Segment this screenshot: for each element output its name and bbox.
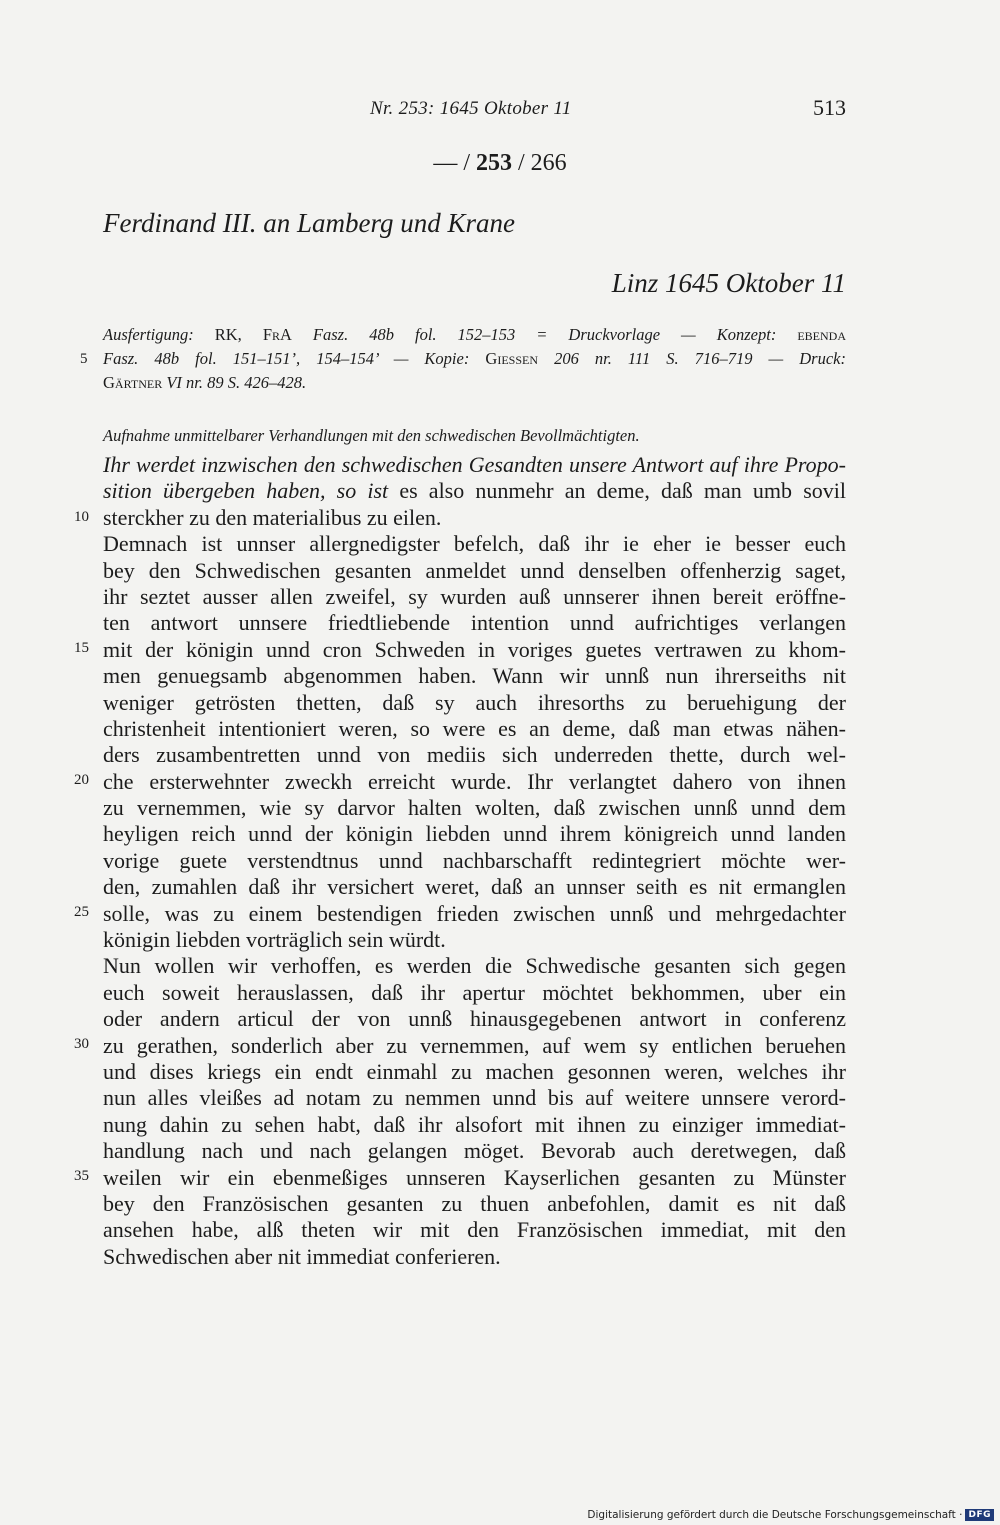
text-line: weniger getrösten thetten, daß sy auch ihresorths zu beruehigung der <box>103 689 846 715</box>
text-line: weilen wir ein ebenmeßiges unnseren Kayserlichen gesanten zu Münster <box>103 1164 846 1190</box>
doc-number-next-link[interactable]: 266 <box>530 150 567 176</box>
text-line: Schwedischen aber nit immediat conferieren. <box>103 1243 501 1269</box>
letter-title: Ferdinand III. an Lamberg und Krane <box>103 208 515 238</box>
text-line: Nun wollen wir verhoffen, es werden die Schwedische gesanten sich gegen <box>103 953 846 979</box>
text-line: nun alles vleißes ad notam zu nemmen unnd bis auf weitere unnsere verord- <box>103 1085 846 1111</box>
source-line: Gärtner VI nr. 89 S. 426–428. <box>103 373 307 392</box>
text-line: königin liebden vorträglich sein würdt. <box>103 927 446 953</box>
doc-number-dash: — <box>433 150 458 176</box>
regest: Aufnahme unmittelbarer Verhandlungen mit den schwedischen Bevollmächtigten. <box>103 426 640 445</box>
doc-number-separator: / <box>518 150 525 176</box>
place-and-date: Linz 1645 Oktober 11 <box>611 268 846 298</box>
text-line: men genuegsamb abgenommen haben. Wann wir unnß nun ihrerseiths nit <box>103 663 846 689</box>
text-line: ten antwort unnsere friedtliebende intention unnd aufrichtiges verlangen <box>103 610 846 636</box>
text-line: mit der königin unnd cron Schweden in voriges guetes vertrawen zu khom- <box>103 636 846 662</box>
line-number: 10 <box>74 509 89 525</box>
doc-number-separator: / <box>463 150 470 176</box>
source-line: Fasz. 48b fol. 151–151’, 154–154’ — Kopie: Giessen 206 nr. 111 S. 716–719 — Druck: <box>103 349 846 368</box>
text-line: Ihr werdet inzwischen den schwedischen Gesandten unsere Antwort auf ihre Propo- <box>103 452 846 477</box>
text-line: bey den Französischen gesanten zu thuen anbefohlen, damit es nit daß <box>103 1190 846 1216</box>
text-line: ihr seztet ausser allen zweifel, sy wurden auß unnserer ihnen bereit eröffne- <box>103 583 846 609</box>
text-line: zu gerathen, sonderlich aber zu vernemmen, auf wem sy entlichen beruehen <box>103 1032 846 1058</box>
body-text <box>103 452 846 1270</box>
text-line: sterckher zu den materialibus zu eilen. <box>103 504 442 530</box>
digitization-footer <box>587 1509 994 1521</box>
source-line: Ausfertigung: RK, FrA Fasz. 48b fol. 152–153 = Druckvorlage — Konzept: ebenda <box>103 325 846 344</box>
text-line: zu vernemmen, wie sy darvor halten wolten, daß zwischen unnß unnd dem <box>103 795 846 821</box>
page-number: 513 <box>813 95 846 120</box>
text-line: che ersterwehnter zweckh erreicht wurde. Ihr verlangtet dahero von ihnen <box>103 768 846 794</box>
text-line: christenheit intentioniert weren, so were es an deme, daß man etwas nähen- <box>103 715 846 741</box>
text-line: handlung nach und nach gelangen möget. Bevorab auch deretwegen, daß <box>103 1138 846 1164</box>
source-note <box>103 323 846 395</box>
text-line: ansehen habe, alß theten wir mit den Französischen immediat, mit den <box>103 1217 846 1243</box>
text-line: den, zumahlen daß ihr versichert weret, daß an unnser seith es nit ermanglen <box>103 874 846 900</box>
line-number: 5 <box>80 351 88 367</box>
line-number: 15 <box>74 640 89 656</box>
line-number: 25 <box>74 904 89 920</box>
text-line: Demnach ist unnser allergnedigster befelch, daß ihr ie eher ie besser euch <box>103 531 846 557</box>
text-line: heyligen reich unnd der königin liebden unnd ihrem königreich unnd landen <box>103 821 846 847</box>
text-line: vorige guete verstendtnus unnd nachbarschafft redintegriert möchte wer- <box>103 847 846 873</box>
line-number: 35 <box>74 1168 89 1184</box>
text-line: sition übergeben haben, so ist es also nunmehr an deme, daß man umb sovil <box>103 478 846 504</box>
text-line: nung dahin zu sehen habt, daß ihr alsofort mit ihnen zu einziger immediat- <box>103 1111 846 1137</box>
line-number: 30 <box>74 1036 89 1052</box>
running-head: Nr. 253: 1645 Oktober 11 <box>370 98 572 119</box>
text-line: euch soweit herauslassen, daß ihr apertur möchtet bekhommen, uber ein <box>103 979 846 1005</box>
line-number: 20 <box>74 772 89 788</box>
footer-text: Digitalisierung gefördert durch die Deutsche Forschungsgemeinschaft · <box>587 1509 963 1521</box>
text-line: oder andern articul der von unnß hinausgegebenen antwort in conferenz <box>103 1006 846 1032</box>
text-line: und dises kriegs ein endt einmahl zu machen gesonnen weren, welches ihr <box>103 1058 846 1084</box>
dfg-logo: DFG <box>965 1509 994 1521</box>
document-number <box>0 150 1000 177</box>
text-line: ders zusambentretten unnd von mediis sich underreden thette, durch wel- <box>103 742 846 768</box>
text-line: bey den Schwedischen gesanten anmeldet unnd denselben offenherzig saget, <box>103 557 846 583</box>
text-line: solle, was zu einem bestendigen frieden zwischen unnß und mehrgedachter <box>103 900 846 926</box>
doc-number-current: 253 <box>476 150 512 176</box>
